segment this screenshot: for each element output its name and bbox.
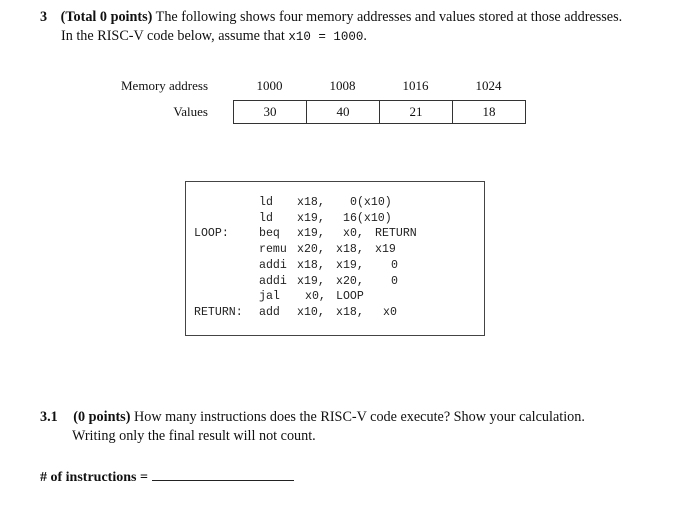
address-row — [100, 73, 530, 99]
subquestion-number: 3.1 — [40, 409, 58, 425]
code-arg2: LOOP — [336, 290, 364, 304]
subquestion-points: (0 points) — [73, 409, 131, 425]
code-label: LOOP: — [194, 227, 229, 241]
code-box — [185, 181, 485, 336]
values-label: Values — [173, 104, 208, 119]
code-arg1: x19, — [297, 274, 325, 288]
question-number: 3 — [40, 9, 48, 25]
code-line — [186, 290, 364, 306]
code-label: RETURN: — [194, 305, 243, 319]
question-period: . — [363, 28, 367, 44]
code-line — [186, 196, 392, 212]
subquestion-text-line2: Writing only the final result will not count. — [72, 428, 316, 444]
address-cell: 1016 — [402, 78, 429, 93]
code-line — [186, 258, 398, 275]
code-line — [186, 274, 398, 291]
code-op: ld — [259, 211, 273, 225]
code-op: ld — [259, 196, 273, 209]
subquestion — [40, 408, 650, 446]
address-cell: 1008 — [329, 78, 356, 93]
answer-blank[interactable] — [152, 468, 294, 481]
code-arg1: x19, — [297, 227, 325, 241]
value-cell: 30 — [233, 100, 307, 124]
code-arg2: x19, — [336, 258, 364, 272]
memory-address-label: Memory address — [121, 78, 209, 93]
code-arg2: x18, — [336, 305, 364, 319]
memory-table — [100, 73, 530, 125]
code-arg3: x19 — [375, 243, 396, 257]
code-line — [186, 227, 417, 243]
value-cell: 18 — [453, 100, 526, 124]
code-arg1: x10, — [297, 305, 325, 319]
question-text-line2: In the RISC-V code below, assume that — [61, 28, 285, 44]
code-arg3: x0 — [383, 305, 397, 319]
code-arg2: x18, — [336, 243, 364, 257]
values-row — [100, 99, 530, 125]
answer-label: # of instructions = — [40, 470, 148, 485]
question-text-line1: The following shows four memory addresses and values stored at those addresses. — [155, 9, 623, 25]
code-arg2: 16(x10) — [343, 211, 392, 225]
code-arg3: 0 — [391, 274, 398, 288]
question-text-line2-wrap — [40, 27, 680, 47]
code-op: jal — [259, 290, 280, 304]
question-header — [40, 8, 680, 47]
code-op: addi — [259, 274, 287, 288]
code-op: add — [259, 305, 280, 319]
address-cell: 1024 — [475, 78, 502, 93]
code-line — [186, 305, 397, 322]
code-arg1: x19, — [297, 211, 325, 225]
code-arg2: 0(x10) — [350, 196, 392, 209]
code-line — [186, 243, 396, 259]
address-cell: 1000 — [256, 78, 283, 93]
code-arg1: x18, — [297, 258, 325, 272]
code-line — [186, 211, 392, 228]
code-arg1: x18, — [297, 196, 325, 209]
answer-line — [40, 468, 294, 486]
code-arg2: x20, — [336, 274, 364, 288]
code-arg3: RETURN — [375, 227, 417, 241]
code-arg2: x0, — [343, 227, 364, 241]
code-op: beq — [259, 227, 280, 241]
subquestion-text-line1: How many instructions does the RISC-V code execute? Show your calculation. — [133, 409, 585, 425]
value-cell: 21 — [380, 100, 453, 124]
code-op: remu — [259, 243, 287, 257]
code-op: addi — [259, 258, 287, 272]
value-cell: 40 — [307, 100, 380, 124]
assume-code: x10 = 1000 — [288, 30, 364, 44]
code-arg3: 0 — [391, 258, 398, 272]
code-arg1: x20, — [297, 243, 325, 257]
question-points: (Total 0 points) — [60, 9, 153, 25]
code-arg1: x0, — [305, 290, 326, 304]
